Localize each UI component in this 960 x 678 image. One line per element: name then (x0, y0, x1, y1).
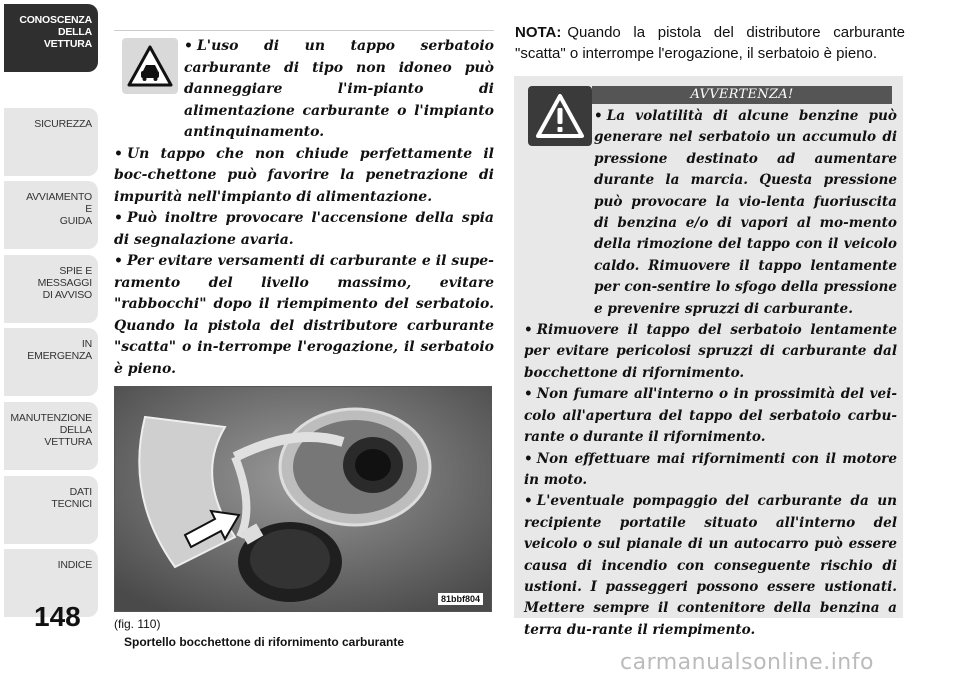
nota-text: Quando la pistola del distributore carburante "scatta" o interrompe l'erogazione, il serbatoio è pieno. (515, 24, 905, 62)
list-item: • Per evitare versamenti di carburante e il supe-ramento del livello massimo, evitare "rabbocchi" dopo il riempimento del serbatoio. Quando la pistola del distributore carburante "scatta" o in-terrompe l'erogazione, il serbatoio è pieno. (114, 253, 494, 377)
list-item: • L'uso di un tappo serbatoio carburante di tipo non idoneo può danneggiare l'im-pianto di alimentazione carburante o l'impianto antinquinamento. (184, 38, 494, 140)
divider (114, 30, 494, 31)
tab-label: INDICE (57, 559, 92, 571)
left-warning-text (114, 36, 494, 380)
avvertenza-text (524, 106, 897, 641)
tab-manutenzione[interactable] (4, 402, 98, 470)
avvertenza-box (514, 76, 903, 638)
chapter-tabs (0, 0, 100, 600)
nota-paragraph (515, 22, 905, 64)
tab-avviamento-e-guida[interactable] (4, 181, 98, 249)
avvertenza-title: AVVERTENZA! (592, 86, 892, 104)
figure-label: (fig. 110) (114, 617, 161, 631)
tab-label: DATI TECNICI (51, 486, 92, 510)
tab-in-emergenza[interactable] (4, 328, 98, 396)
tab-dati-tecnici[interactable] (4, 476, 98, 544)
figure-code: 81bbf804 (438, 593, 483, 605)
tab-label: AVVIAMENTO E GUIDA (26, 191, 92, 227)
page-number: 148 (34, 601, 81, 632)
tab-label: MANUTENZIONE DELLA VETTURA (10, 412, 92, 448)
tab-sicurezza[interactable] (4, 108, 98, 176)
tab-label: CONOSCENZA DELLA VETTURA (19, 14, 92, 50)
list-item: • La volatilità di alcune benzine può generare nel serbatoio un accumulo di pressione destinato ad aumentare durante la marcia. Questa pressione può provocare la vio-lenta fuoriuscita di benzina e/o di vapori al mo-mento della rimozione del tappo con il veicolo caldo. Rimuovere il tappo lentamente per con-sentire lo sfogo della pressione e prevenire spruzzi di carburante. (594, 108, 897, 317)
list-item: • Rimuovere il tappo del serbatoio lentamente per evitare pericolosi spruzzi di carburante dal bocchettone di rifornimento. (524, 322, 897, 381)
list-item: • Un tappo che non chiude perfettamente il boc-chettone può favorire la penetrazione di impurità nell'impianto di alimentazione. (114, 145, 494, 205)
fuel-door-photo (114, 386, 492, 612)
tab-label: IN EMERGENZA (27, 338, 92, 362)
tab-spie-e-messaggi[interactable] (4, 255, 98, 323)
tab-label: SPIE E MESSAGGI DI AVVISO (37, 265, 92, 301)
tab-label: SICUREZZA (34, 118, 92, 130)
watermark: carmanualsonline.info (620, 650, 874, 675)
list-item: • Può inoltre provocare l'accensione della spia di segnalazione avaria. (114, 210, 494, 248)
figure-caption: Sportello bocchettone di rifornimento carburante (124, 635, 405, 649)
list-item: • Non fumare all'interno o in prossimità del vei-colo all'apertura del tappo del serbatoio carbu-rante o durante il rifornimento. (524, 386, 897, 446)
list-item: • L'eventuale pompaggio del carburante da un recipiente portatile situato all'interno del veicolo o sul pianale di un autocarro può essere causa di incendio con conseguente rischio di ustioni. I passeggeri possono essere ustionati. Mettere sempre il contenitore della benzina a terra du-rante il riempimento. (524, 493, 897, 638)
list-item: • Non effettuare mai rifornimenti con il motore in moto. (524, 450, 897, 488)
tab-conoscenza-della-vettura[interactable] (4, 4, 98, 72)
nota-label: NOTA: (515, 24, 562, 41)
